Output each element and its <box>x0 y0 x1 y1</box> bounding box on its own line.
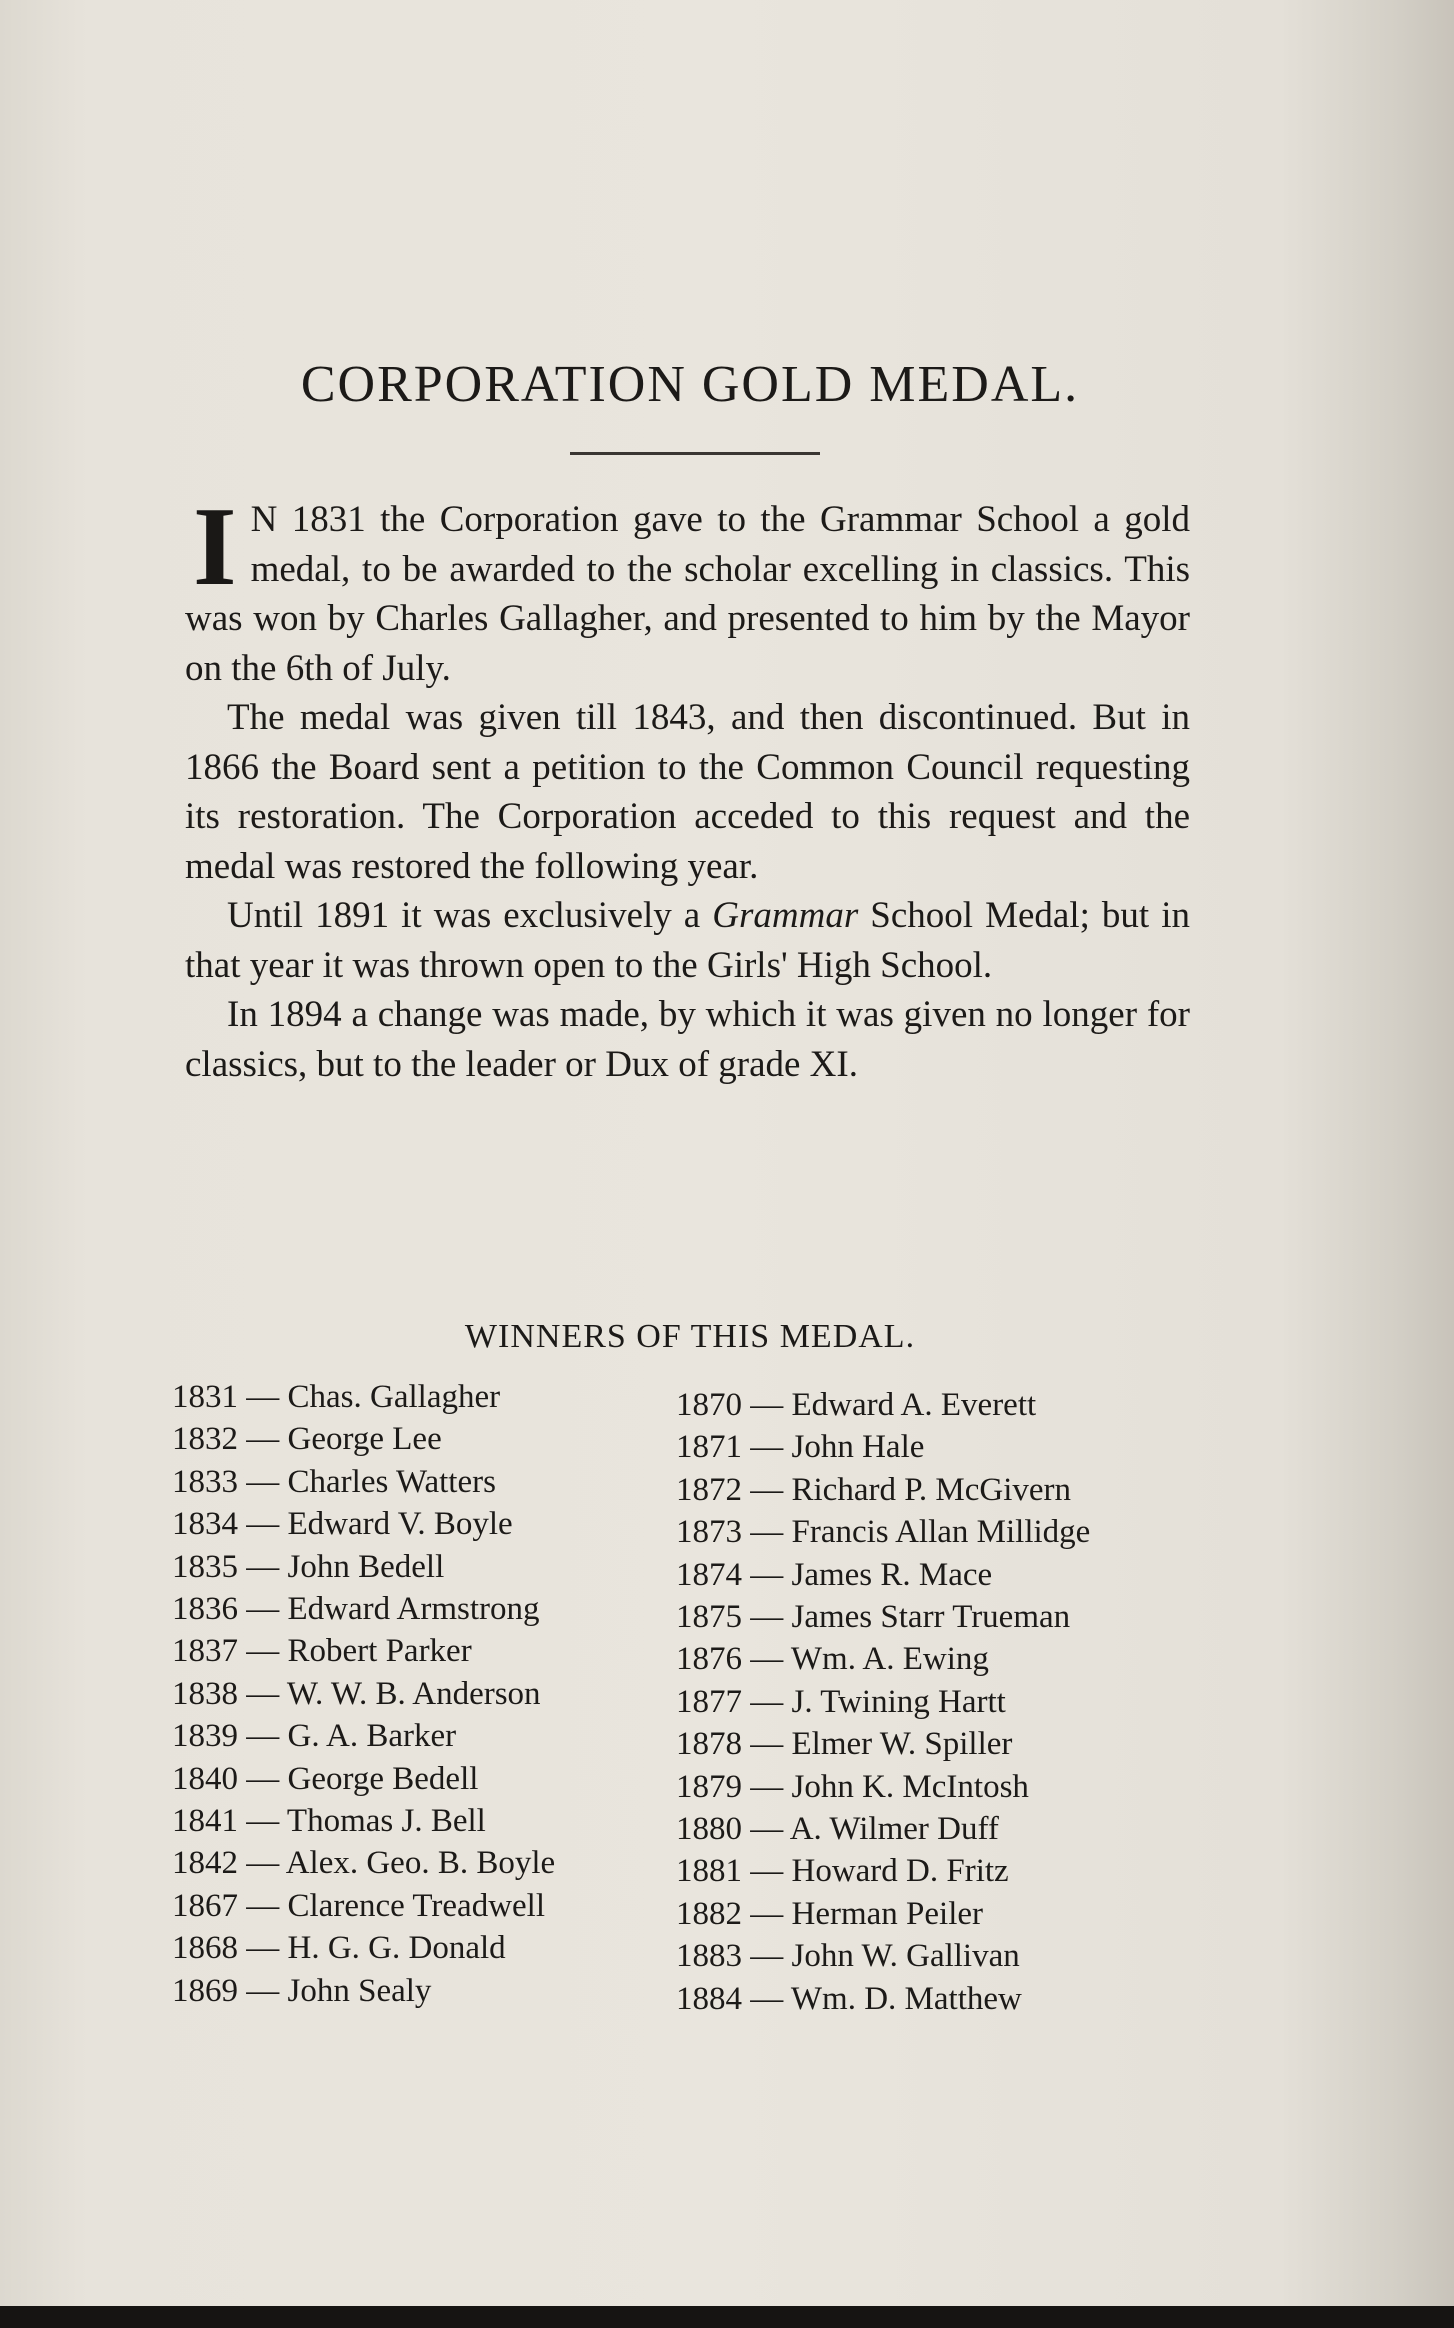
winner-name: Thomas J. Bell <box>286 1803 486 1840</box>
winner-entry <box>172 1376 555 1418</box>
winner-separator: — <box>742 1471 792 1508</box>
winner-entry <box>676 1596 1090 1638</box>
winner-separator: — <box>742 1683 792 1720</box>
winner-name: John W. Gallivan <box>791 1938 1020 1975</box>
body-text <box>185 485 1190 1089</box>
winner-separator: — <box>238 1887 288 1924</box>
winner-separator: — <box>238 1803 287 1840</box>
winner-separator: — <box>238 1760 288 1797</box>
winners-list-right <box>676 1384 1090 2020</box>
winner-name: Edward V. Boyle <box>287 1506 513 1543</box>
winner-separator: — <box>742 1768 792 1805</box>
winner-name: H. G. G. Donald <box>287 1930 506 1967</box>
winner-name: Alex. Geo. B. Boyle <box>285 1845 556 1882</box>
winner-year: 1833 <box>172 1463 238 1500</box>
drop-cap: I <box>193 485 237 609</box>
winner-entry <box>172 1842 555 1884</box>
winner-year: 1876 <box>676 1641 742 1678</box>
winner-separator: — <box>238 1675 287 1712</box>
winner-separator: — <box>238 1972 288 2009</box>
paragraph-2: The medal was given till 1843, and then discontinued. But in 1866 the Board sent a petition to the Common Council requesting its restoration. The Corporation acceded to this request and the medal was restored the following year. <box>185 697 1190 887</box>
paragraph-3-text-after: School Medal; but in that year it was thrown open to the Girls' High School. <box>185 895 1190 986</box>
winner-entry <box>172 1588 555 1630</box>
winner-separator: — <box>238 1379 288 1415</box>
winner-separator: — <box>238 1506 288 1543</box>
winner-name: J. Twining Hartt <box>791 1683 1006 1720</box>
winner-separator: — <box>238 1548 288 1585</box>
winner-entry <box>172 1715 555 1757</box>
paragraph-1 <box>185 485 1190 693</box>
winner-entry <box>172 1758 555 1800</box>
winner-name: Herman Peiler <box>791 1895 984 1932</box>
winner-year: 1881 <box>676 1853 742 1890</box>
winner-year: 1873 <box>676 1514 742 1551</box>
winners-list-left <box>172 1376 555 2012</box>
winner-year: 1840 <box>172 1760 238 1797</box>
winner-year: 1874 <box>676 1556 742 1593</box>
winner-entry <box>172 1673 555 1715</box>
winner-year: 1841 <box>172 1803 238 1840</box>
winner-separator: — <box>742 1387 792 1423</box>
winner-name: Charles Watters <box>287 1463 496 1500</box>
winner-name: Francis Allan Millidge <box>791 1514 1091 1551</box>
winner-name: W. W. B. Anderson <box>286 1675 541 1712</box>
winner-name: Wm. D. Matthew <box>790 1980 1022 2017</box>
winner-year: 1883 <box>676 1938 742 1975</box>
winner-year: 1842 <box>172 1845 238 1882</box>
winner-entry <box>676 1511 1090 1553</box>
winner-year: 1879 <box>676 1768 742 1805</box>
winner-name: John Bedell <box>287 1548 445 1585</box>
page-title: CORPORATION GOLD MEDAL. <box>300 356 1080 413</box>
winner-year: 1839 <box>172 1718 238 1755</box>
winner-name: A. Wilmer Duff <box>789 1811 999 1848</box>
winner-name: James Starr Trueman <box>791 1599 1071 1636</box>
winner-entry <box>172 1503 555 1545</box>
winner-name: John Sealy <box>287 1972 432 2009</box>
winner-entry <box>676 1638 1090 1680</box>
winner-name: Clarence Treadwell <box>287 1887 546 1924</box>
winner-year: 1884 <box>676 1980 742 2017</box>
winner-separator: — <box>742 1641 791 1678</box>
winner-separator: — <box>238 1463 288 1500</box>
winner-entry <box>172 1927 555 1969</box>
winner-year: 1880 <box>676 1811 742 1848</box>
winner-entry <box>676 1384 1090 1426</box>
winners-heading: WINNERS OF THIS MEDAL. <box>464 1318 916 1355</box>
paragraph-3-text-before: Until 1891 it was exclusively a <box>227 895 713 936</box>
winner-name: Richard P. McGivern <box>791 1471 1072 1508</box>
winner-year: 1836 <box>172 1591 238 1628</box>
winner-entry <box>676 1893 1090 1935</box>
winner-year: 1832 <box>172 1421 238 1458</box>
winner-year: 1882 <box>676 1895 742 1932</box>
winner-separator: — <box>742 1938 792 1975</box>
winner-separator: — <box>742 1895 792 1932</box>
winner-separator: — <box>742 1429 792 1466</box>
winner-year: 1871 <box>676 1429 742 1466</box>
winner-name: George Lee <box>287 1421 442 1458</box>
winner-entry <box>676 1808 1090 1850</box>
paragraph-4: In 1894 a change was made, by which it was given no longer for classics, but to the leader or Dux of grade XI. <box>185 994 1190 1085</box>
winner-year: 1872 <box>676 1471 742 1508</box>
winner-entry <box>172 1418 555 1460</box>
winner-year: 1868 <box>172 1930 238 1967</box>
winner-name: G. A. Barker <box>287 1718 457 1755</box>
winner-separator: — <box>742 1811 790 1848</box>
winner-name: Edward Armstrong <box>287 1591 540 1628</box>
winner-name: Chas. Gallagher <box>287 1379 501 1415</box>
winner-separator: — <box>742 1726 792 1763</box>
winner-name: Robert Parker <box>287 1633 472 1670</box>
winner-entry <box>676 1766 1090 1808</box>
winner-separator: — <box>238 1718 288 1755</box>
winner-year: 1867 <box>172 1887 238 1924</box>
winner-entry <box>676 1978 1090 2020</box>
winner-entry <box>676 1426 1090 1468</box>
winner-year: 1838 <box>172 1675 238 1712</box>
winner-year: 1835 <box>172 1548 238 1585</box>
winner-name: John Hale <box>791 1429 925 1466</box>
winner-entry <box>172 1800 555 1842</box>
winner-year: 1837 <box>172 1633 238 1670</box>
winner-entry <box>676 1723 1090 1765</box>
winner-separator: — <box>238 1845 286 1882</box>
winner-entry <box>676 1850 1090 1892</box>
winner-name: John K. McIntosh <box>791 1768 1029 1805</box>
winner-entry <box>676 1935 1090 1977</box>
winner-entry <box>172 1461 555 1503</box>
winner-year: 1870 <box>676 1387 742 1423</box>
winner-separator: — <box>238 1421 288 1458</box>
winner-separator: — <box>742 1599 792 1636</box>
winner-name: Elmer W. Spiller <box>791 1726 1013 1763</box>
title-rule <box>570 452 820 455</box>
paragraph-1-text: N 1831 the Corporation gave to the Grammar School a gold medal, to be awarded to the scholar excelling in classics. This was won by Charles Gallagher, and presented to him by the Mayor on the 6th of July. <box>185 499 1190 689</box>
winner-year: 1878 <box>676 1726 742 1763</box>
paragraph-3 <box>185 891 1190 990</box>
winner-year: 1875 <box>676 1599 742 1636</box>
paragraph-3-italic: Grammar <box>712 895 859 936</box>
winner-year: 1834 <box>172 1506 238 1543</box>
winner-entry <box>172 1970 555 2012</box>
page-bottom-edge <box>0 2306 1454 2328</box>
winner-entry <box>676 1469 1090 1511</box>
winner-entry <box>676 1681 1090 1723</box>
winner-name: Wm. A. Ewing <box>790 1641 989 1678</box>
winner-separator: — <box>742 1980 791 2017</box>
winner-name: George Bedell <box>287 1760 479 1797</box>
winner-entry <box>172 1546 555 1588</box>
winner-year: 1831 <box>172 1379 238 1415</box>
winner-separator: — <box>238 1591 288 1628</box>
winner-separator: — <box>742 1514 792 1551</box>
winner-name: Howard D. Fritz <box>791 1853 1009 1890</box>
winner-separator: — <box>238 1930 288 1967</box>
winner-separator: — <box>742 1556 792 1593</box>
winner-entry <box>676 1554 1090 1596</box>
winner-entry <box>172 1885 555 1927</box>
winner-name: Edward A. Everett <box>791 1387 1037 1423</box>
winner-separator: — <box>742 1853 792 1890</box>
winner-separator: — <box>238 1633 288 1670</box>
winner-year: 1869 <box>172 1972 238 2009</box>
winner-year: 1877 <box>676 1683 742 1720</box>
winner-entry <box>172 1630 555 1672</box>
winner-name: James R. Mace <box>791 1556 993 1593</box>
